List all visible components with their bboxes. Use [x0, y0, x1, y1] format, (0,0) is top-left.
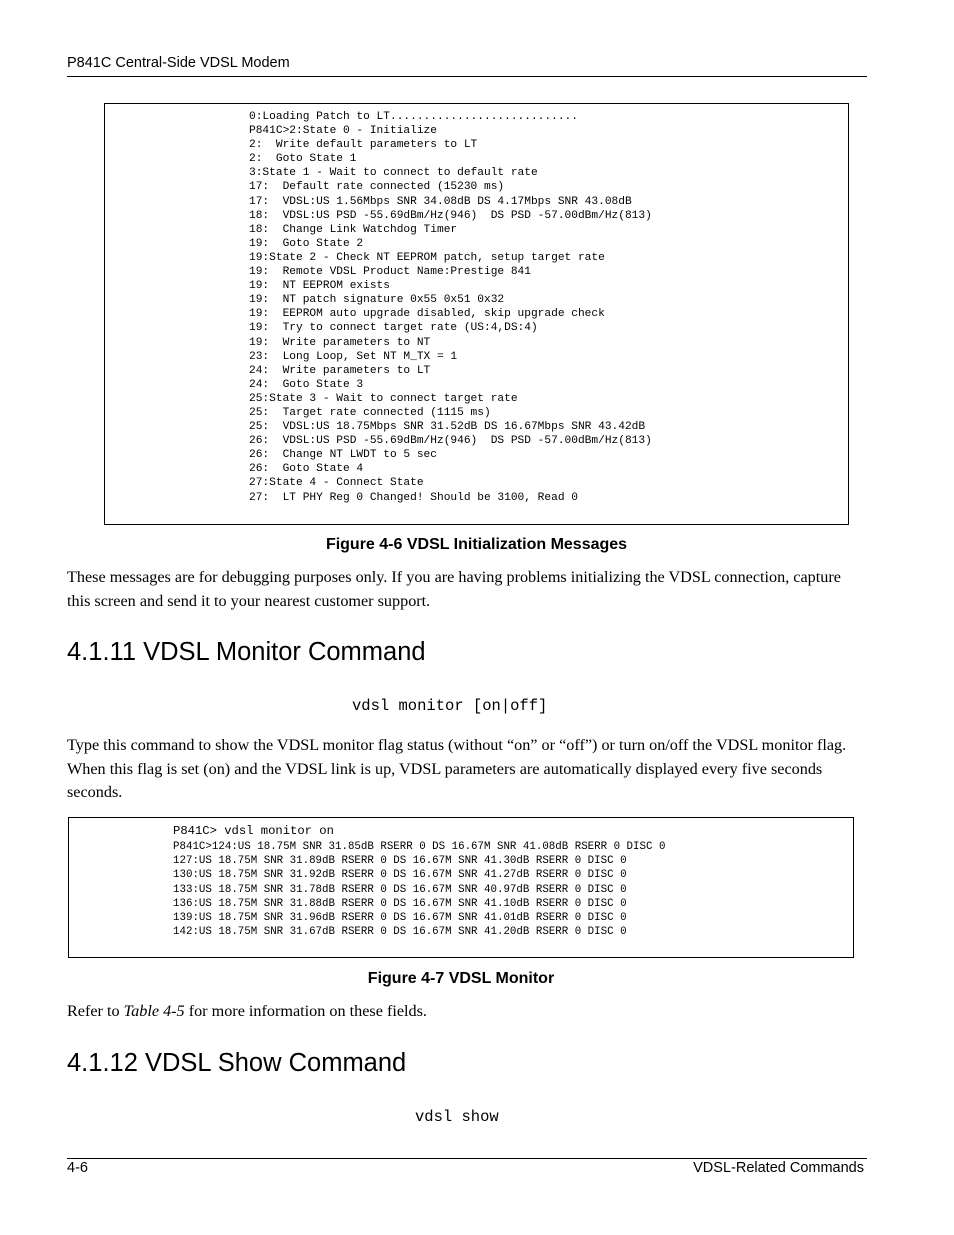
refer-text-before: Refer to	[67, 1002, 124, 1020]
monitor-log-line: 142:US 18.75M SNR 31.67dB RSERR 0 DS 16.67M SNR 41.20dB RSERR 0 DISC 0	[173, 926, 627, 939]
init-log-line: 25: VDSL:US 18.75Mbps SNR 31.52dB DS 16.67Mbps SNR 43.42dB	[249, 421, 646, 434]
init-log-line: 19: Write parameters to NT	[249, 336, 431, 349]
section-heading-vdsl-monitor: 4.1.11 VDSL Monitor Command	[67, 638, 426, 666]
header-divider	[67, 76, 867, 77]
monitor-paragraph: Type this command to show the VDSL monitor flag status (without “on” or “off”) or turn on/off the VDSL monitor flag. When this flag is set (on) and the VDSL link is up, VDSL parameters are automatically displayed every five seconds seconds.	[67, 736, 847, 801]
figure-4-6-caption: Figure 4-6 VDSL Initialization Messages	[325, 536, 628, 553]
init-log-line: 27:State 4 - Connect State	[249, 477, 424, 490]
monitor-log-line: 127:US 18.75M SNR 31.89dB RSERR 0 DS 16.67M SNR 41.30dB RSERR 0 DISC 0	[173, 855, 627, 868]
page-header-title: P841C Central-Side VDSL Modem	[67, 55, 290, 71]
init-log-line: 26: Goto State 4	[249, 463, 364, 476]
monitor-log-line: P841C>124:US 18.75M SNR 31.85dB RSERR 0 DS 16.67M SNR 41.08dB RSERR 0 DISC 0	[173, 841, 666, 853]
monitor-log-line: 139:US 18.75M SNR 31.96dB RSERR 0 DS 16.67M SNR 41.01dB RSERR 0 DISC 0	[173, 912, 627, 925]
chapter-title: VDSL-Related Commands	[693, 1160, 864, 1176]
init-log-line: 19: NT EEPROM exists	[249, 280, 390, 293]
monitor-log-line: 133:US 18.75M SNR 31.78dB RSERR 0 DS 16.67M SNR 40.97dB RSERR 0 DISC 0	[173, 883, 627, 896]
figure-4-7-caption: Figure 4-7 VDSL Monitor	[367, 970, 555, 987]
init-log-line: 27: LT PHY Reg 0 Changed! Should be 3100, Read 0	[249, 491, 578, 504]
init-log-line: 19:State 2 - Check NT EEPROM patch, setup target rate	[249, 251, 605, 264]
table-reference: Table 4-5	[123, 1002, 185, 1020]
init-log-line: 25: Target rate connected (1115 ms)	[249, 406, 491, 419]
refer-text-after: for more information on these fields.	[184, 1002, 427, 1020]
init-log-line: 18: Change Link Watchdog Timer	[249, 223, 458, 236]
init-log-line: 19: Try to connect target rate (US:4,DS:4)	[249, 322, 538, 335]
vdsl-monitor-command: vdsl monitor [on|off]	[352, 697, 548, 715]
init-log-line: 26: VDSL:US PSD -55.69dBm/Hz(946) DS PSD -57.00dBm/Hz(813)	[249, 435, 652, 448]
section-heading-vdsl-show: 4.1.12 VDSL Show Command	[67, 1049, 407, 1077]
page-number: 4-6	[67, 1160, 88, 1176]
init-log-line: 19: NT patch signature 0x55 0x51 0x32	[249, 294, 505, 307]
init-log-line: 24: Goto State 3	[249, 378, 364, 391]
init-log-line: 17: Default rate connected (15230 ms)	[249, 181, 505, 194]
init-log-line: 2: Write default parameters to LT	[249, 139, 478, 152]
init-log-line: 25:State 3 - Wait to connect target rate	[249, 392, 518, 405]
init-log-line: 19: Remote VDSL Product Name:Prestige 841	[249, 266, 531, 279]
monitor-log-line: 136:US 18.75M SNR 31.88dB RSERR 0 DS 16.67M SNR 41.10dB RSERR 0 DISC 0	[173, 897, 627, 910]
init-log-line: 24: Write parameters to LT	[249, 364, 431, 377]
vdsl-show-command: vdsl show	[415, 1108, 499, 1126]
init-log-line: 3:State 1 - Wait to connect to default rate	[249, 167, 538, 180]
init-log-line: 19: Goto State 2	[249, 237, 364, 250]
footer-divider	[67, 1158, 867, 1159]
monitor-log-line: 130:US 18.75M SNR 31.92dB RSERR 0 DS 16.67M SNR 41.27dB RSERR 0 DISC 0	[173, 869, 627, 882]
figure-4-7-command-line: P841C> vdsl monitor on	[173, 824, 334, 838]
init-log-line: 18: VDSL:US PSD -55.69dBm/Hz(946) DS PSD -57.00dBm/Hz(813)	[249, 209, 652, 222]
figure-4-6-code	[249, 110, 652, 505]
init-log-line: 23: Long Loop, Set NT M_TX = 1	[249, 350, 458, 363]
init-log-line: 0:Loading Patch to LT............................	[249, 111, 578, 123]
init-log-line: 19: EEPROM auto upgrade disabled, skip upgrade check	[249, 308, 605, 321]
init-log-line: 17: VDSL:US 1.56Mbps SNR 34.08dB DS 4.17Mbps SNR 43.08dB	[249, 195, 632, 208]
refer-paragraph	[67, 1000, 867, 1024]
init-log-line: P841C>2:State 0 - Initialize	[249, 125, 437, 138]
init-log-line: 26: Change NT LWDT to 5 sec	[249, 449, 437, 462]
debug-paragraph: These messages are for debugging purposes only. If you are having problems initializing the VDSL connection, capture this screen and send it to your nearest customer support.	[67, 568, 841, 610]
init-log-line: 2: Goto State 1	[249, 153, 357, 166]
figure-4-7-code	[173, 840, 665, 939]
